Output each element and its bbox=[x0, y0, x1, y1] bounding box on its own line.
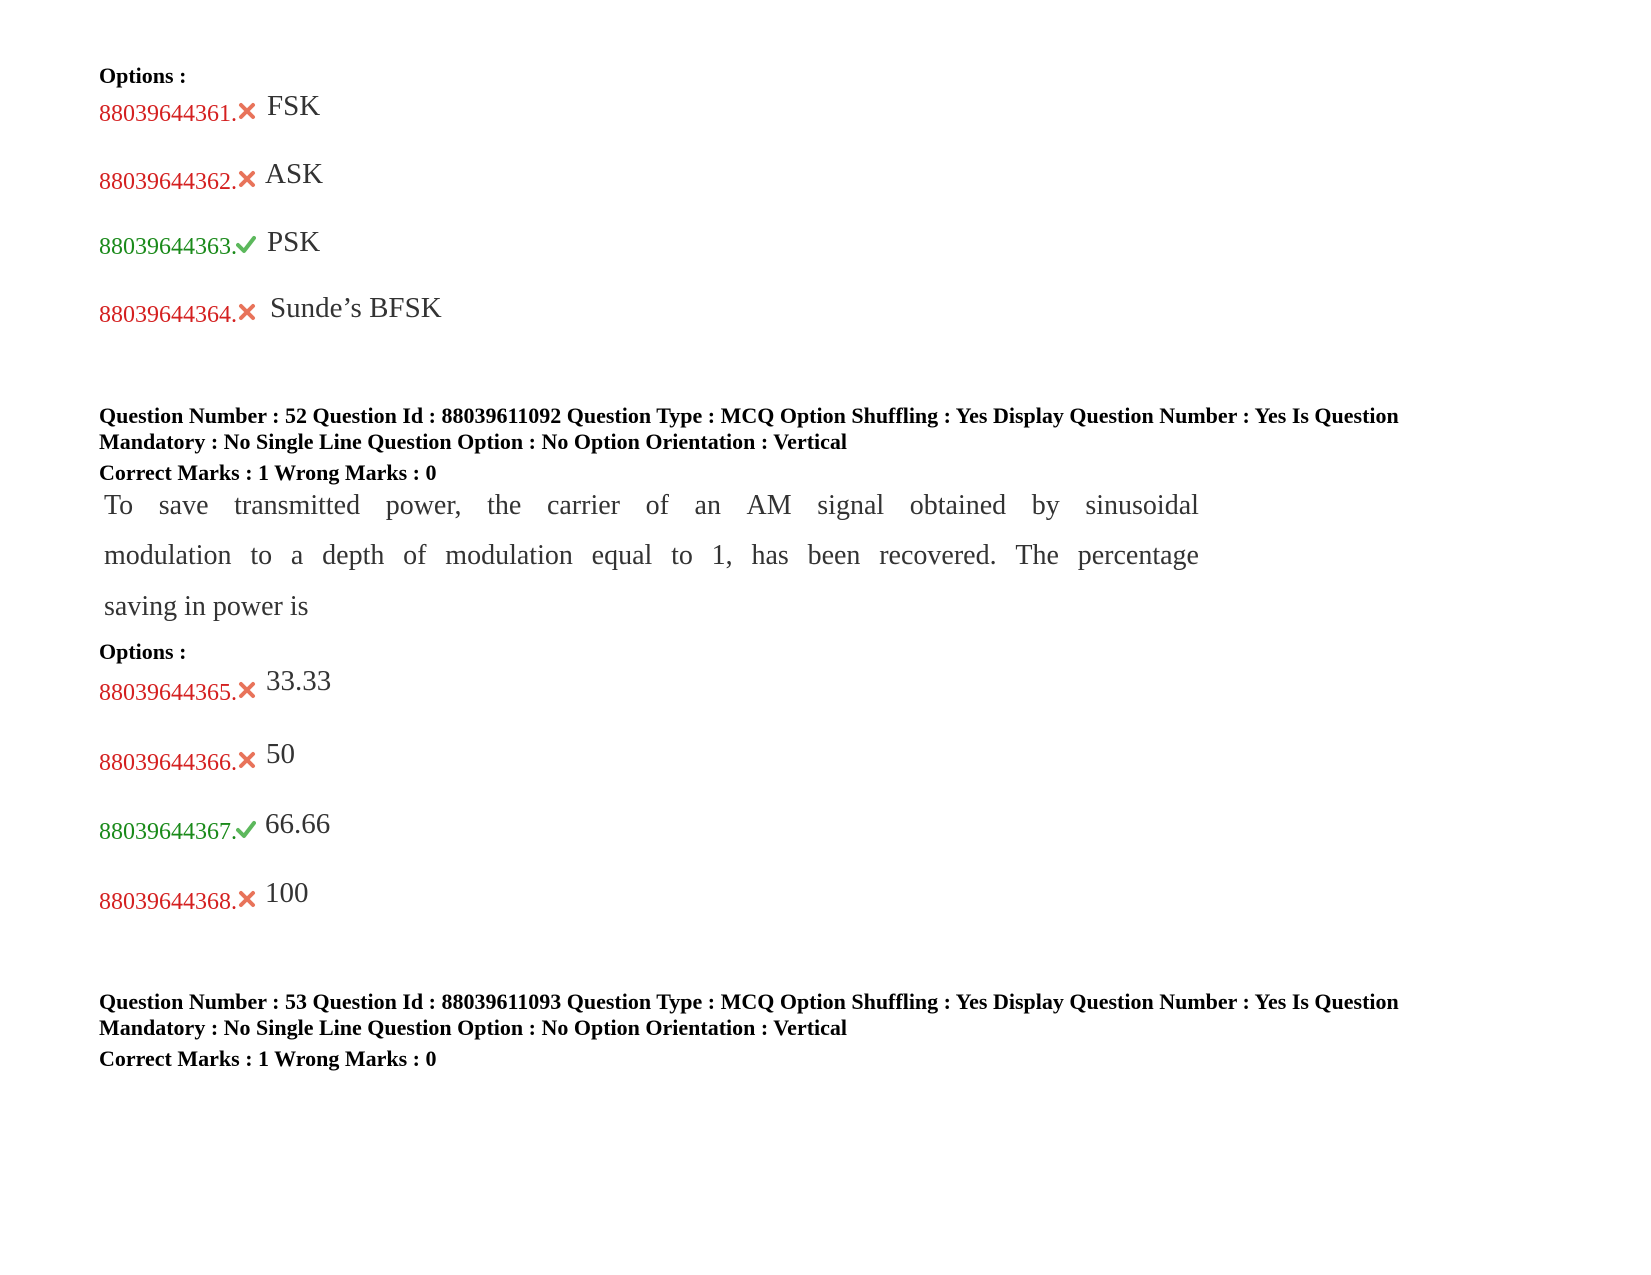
question-word: a bbox=[290, 540, 304, 571]
cross-icon bbox=[237, 101, 257, 121]
option-id: 88039644361. bbox=[99, 101, 237, 127]
question-word: recovered. bbox=[879, 540, 997, 571]
question-word: equal bbox=[591, 540, 653, 571]
question-text-line-3: saving in power is bbox=[104, 591, 309, 622]
question-word: 1, bbox=[711, 540, 733, 571]
cross-icon bbox=[237, 302, 257, 322]
question-word: signal bbox=[817, 490, 885, 521]
question-text-line-1 bbox=[104, 490, 1199, 522]
option-text: 50 bbox=[266, 738, 295, 770]
option-text: FSK bbox=[267, 90, 321, 122]
marks-line: Correct Marks : 1 Wrong Marks : 0 bbox=[99, 1046, 437, 1071]
option-id: 88039644362. bbox=[99, 169, 237, 195]
question-word: transmitted bbox=[234, 490, 361, 521]
question-word: save bbox=[158, 490, 209, 521]
cross-icon bbox=[237, 889, 257, 909]
question-word: carrier bbox=[546, 490, 620, 521]
option-text: 100 bbox=[265, 877, 309, 909]
question-word: obtained bbox=[909, 490, 1007, 521]
check-icon bbox=[236, 234, 256, 254]
cross-icon bbox=[237, 680, 257, 700]
question-word: an bbox=[694, 490, 721, 521]
question-word: power, bbox=[385, 490, 462, 521]
question-word: percentage bbox=[1077, 540, 1199, 571]
cross-icon bbox=[237, 750, 257, 770]
question-text-line-2 bbox=[104, 540, 1199, 572]
option-id: 88039644366. bbox=[99, 750, 237, 776]
question-word: AM bbox=[746, 490, 792, 521]
option-text: Sunde’s BFSK bbox=[270, 292, 442, 324]
option-id: 88039644367. bbox=[99, 819, 237, 845]
option-text: 33.33 bbox=[266, 665, 332, 697]
option-id: 88039644365. bbox=[99, 680, 237, 706]
cross-icon bbox=[237, 169, 257, 189]
question-word: of bbox=[403, 540, 427, 571]
options-label: Options : bbox=[99, 639, 187, 664]
question-meta-line: Question Number : 53 Question Id : 88039611093 Question Type : MCQ Option Shuffling : Yes Display Question Number : Yes Is Question bbox=[99, 989, 1399, 1014]
option-id: 88039644363. bbox=[99, 234, 237, 260]
question-word: depth bbox=[322, 540, 385, 571]
question-meta-line: Mandatory : No Single Line Question Option : No Option Orientation : Vertical bbox=[99, 1015, 848, 1040]
question-word: modulation bbox=[104, 540, 232, 571]
question-word: to bbox=[671, 540, 693, 571]
question-meta-line: Mandatory : No Single Line Question Option : No Option Orientation : Vertical bbox=[99, 429, 848, 454]
question-word: sinusoidal bbox=[1085, 490, 1199, 521]
option-text: ASK bbox=[265, 158, 324, 190]
question-meta-line: Question Number : 52 Question Id : 88039611092 Question Type : MCQ Option Shuffling : Yes Display Question Number : Yes Is Question bbox=[99, 403, 1399, 428]
question-word: been bbox=[807, 540, 861, 571]
question-word: of bbox=[645, 490, 669, 521]
option-id: 88039644368. bbox=[99, 889, 237, 915]
question-word: modulation bbox=[445, 540, 573, 571]
check-icon bbox=[236, 819, 256, 839]
question-word: to bbox=[250, 540, 273, 571]
question-word: by bbox=[1031, 490, 1060, 521]
option-text: PSK bbox=[267, 226, 321, 258]
option-text: 66.66 bbox=[265, 808, 331, 840]
options-label: Options : bbox=[99, 63, 187, 88]
question-word: To bbox=[104, 490, 134, 521]
question-word: The bbox=[1015, 540, 1059, 571]
option-id: 88039644364. bbox=[99, 302, 237, 328]
marks-line: Correct Marks : 1 Wrong Marks : 0 bbox=[99, 460, 437, 485]
question-word: has bbox=[751, 540, 789, 571]
question-word: the bbox=[487, 490, 522, 521]
